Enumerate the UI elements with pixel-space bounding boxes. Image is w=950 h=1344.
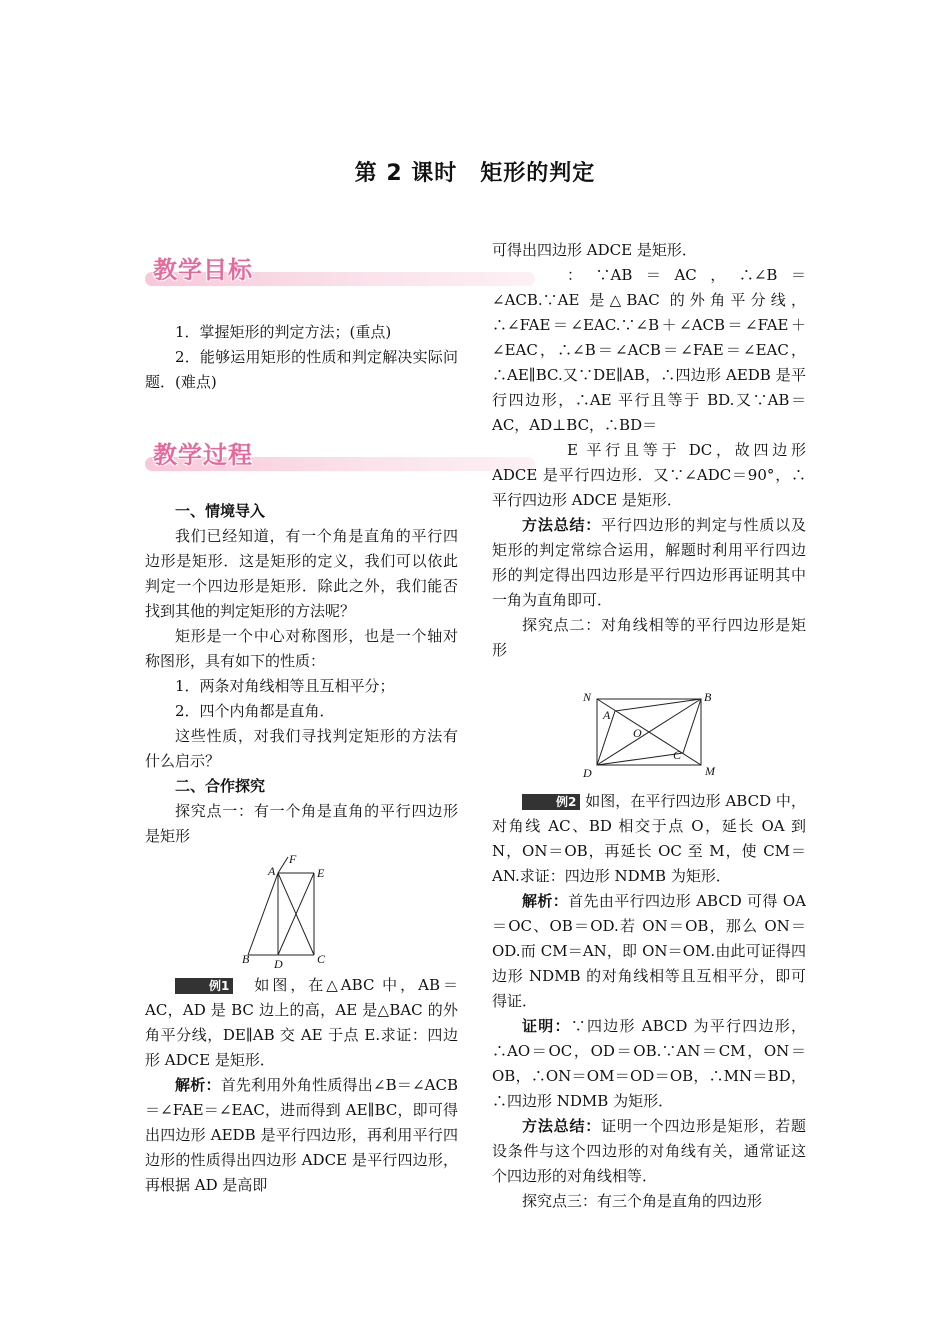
method-label: 方法总结：: [522, 1117, 602, 1135]
example-tag: 例1: [175, 978, 233, 994]
proof-2: [492, 1014, 806, 1114]
label-B: B: [241, 952, 249, 966]
label-A: A: [267, 864, 275, 878]
paragraph: 探究点二：对角线相等的平行四边形是矩形: [492, 616, 806, 659]
paragraph: 可得出四边形 ADCE 是矩形．: [492, 241, 697, 259]
heading-explore: 二、合作探究: [175, 777, 266, 795]
example-text: 如图，在△ABC 中，AB＝AC，AD 是 BC 边上的高，AE 是△BAC 的外角平分线，DE∥AB 交 AE 于点 E.求证：四边形 ADCE 是矩形．: [145, 976, 458, 1069]
example-tag: 例2: [522, 794, 580, 810]
label-D: D: [583, 766, 592, 780]
example-text: 如图，在平行四边形 ABCD 中，对角线 AC、BD 相交于点 O，延长 OA 到 N，ON＝OB，再延长 OC 至 M，使 CM＝AN.求证：四边形 NDMB 为矩形．: [492, 792, 806, 885]
heading-intro: 一、情境导入: [175, 502, 266, 520]
method-text: 证明一个四边形是矩形，若题设条件与这个四边形的对角线有关，通常证这个四边形的对角线相等．: [492, 1117, 806, 1185]
example-1: [145, 973, 458, 1073]
proof-text: ∵四边形 ABCD 为平行四边形，∴AO＝OC，OD＝OB.∵AN＝CM，ON＝OB，∴ON＝OM＝OD＝OB，∴MN＝BD，∴四边形 NDMB 为矩形．: [492, 1017, 806, 1110]
banner-title: 教学目标: [153, 256, 253, 284]
paragraph: 探究点三：有三个角是直角的四边形: [522, 1192, 763, 1210]
section-banner-goals: [145, 258, 458, 294]
method-label: 方法总结：: [522, 516, 602, 534]
label-A: A: [603, 708, 611, 722]
proof-label: 证明：: [522, 1017, 571, 1035]
goal-2: 2．能够运用矩形的性质和判定解决实际问题．(难点): [145, 348, 458, 391]
method-summary-1: [492, 513, 806, 613]
paragraph: 1．两条对角线相等且互相平分；: [175, 677, 395, 695]
label-N: N: [583, 690, 592, 704]
paragraph: 2．四个内角都是直角．: [175, 702, 335, 720]
goal-1: 1．掌握矩形的判定方法；(重点): [175, 323, 392, 341]
analysis-label: 解析：: [522, 892, 569, 910]
label-C: C: [316, 952, 325, 966]
paragraph: 这些性质，对我们寻找判定矩形的方法有什么启示？: [145, 727, 458, 770]
label-B: B: [704, 690, 712, 704]
method-text: 平行四边形的判定与性质以及矩形的判定常综合运用，解题时利用平行四边形的判定得出四边形是平行四边形再证明其中一角为直角即可．: [492, 516, 806, 609]
paragraph: 矩形是一个中心对称图形，也是一个轴对称图形，具有如下的性质：: [145, 627, 458, 670]
solution-cont: E 平行且等于 DC，故四边形 ADCE 是平行四边形．又∵∠ADC＝90°，∴平行四边形 ADCE 是矩形．: [492, 441, 806, 509]
right-column: [492, 238, 806, 1214]
left-column: [145, 258, 458, 1198]
solution-body: ：∵AB＝AC，∴∠B＝∠ACB.∵AE 是△BAC 的外角平分线，∴∠FAE＝∠EAC.∵∠B＋∠ACB＝∠FAE＋∠EAC，∴∠B＝∠ACB＝∠FAE＝∠EAC，∴AE∥BC.又∵DE∥AB，∴四边形 AEDB 是平行四边形，∴AE 平行且等于 BD.又∵AB＝AC，AD⊥BC，∴BD＝: [492, 266, 806, 434]
analysis-1: [145, 1073, 458, 1198]
page-title: 第 2 课时 矩形的判定: [354, 161, 596, 186]
figure-triangle-rectangle: [242, 853, 362, 971]
label-D: D: [273, 957, 283, 971]
method-summary-2: [492, 1114, 806, 1189]
label-C: C: [673, 748, 682, 762]
figure-parallelogram: [579, 689, 719, 781]
banner-title: 教学过程: [153, 441, 253, 469]
label-E: E: [316, 866, 324, 880]
analysis-2: [492, 889, 806, 1014]
label-O: O: [633, 726, 642, 740]
paragraph: 我们已经知道，有一个角是直角的平行四边形是矩形．这是矩形的定义，我们可以依此判定一个四边形是矩形．除此之外，我们能否找到其他的判定矩形的方法呢？: [145, 527, 458, 620]
paragraph: 探究点一：有一个角是直角的平行四边形是矩形: [145, 802, 458, 845]
section-banner-process: [145, 443, 458, 479]
solution-text: [492, 263, 806, 438]
example-2: [492, 789, 806, 889]
analysis-text: 首先由平行四边形 ABCD 可得 OA＝OC、OB＝OD.若 ON＝OB，那么 ON＝OD.而 CM＝AN，即 ON＝OM.由此可证得四边形 NDMB 的对角线相等且互相平分，即可得证．: [492, 892, 806, 1010]
paragraph: [492, 438, 806, 513]
analysis-text: 首先利用外角性质得出∠B＝∠ACB＝∠FAE＝∠EAC，进而得到 AE∥BC，即可得出四边形 AEDB 是平行四边形，再利用平行四边形的性质得出四边形 ADCE 是平行四边形，再根据 AD 是高即: [145, 1076, 458, 1194]
label-F: F: [288, 853, 296, 866]
label-M: M: [705, 764, 715, 778]
analysis-label: 解析：: [175, 1076, 221, 1094]
